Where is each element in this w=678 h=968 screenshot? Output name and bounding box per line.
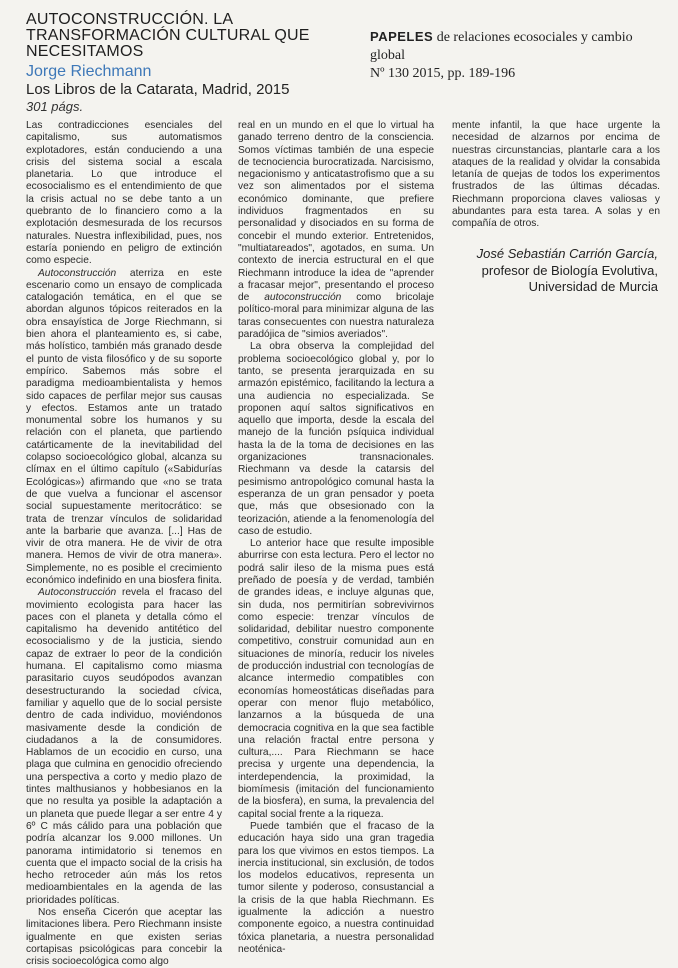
journal-subtitle: de relaciones ecosociales y cambio global (370, 30, 633, 63)
paragraph-2-book-title: Autoconstrucción (38, 267, 117, 279)
journal-issue: Nº 130 2015, pp. 189-196 (370, 66, 516, 81)
text-column-3 (452, 120, 660, 231)
paragraph-1: Las contradicciones esenciales del capitalismo, sus automatismos explotadores, están conduciendo a una crisis del sistema social a escala planetaria. Lo que introduce el ecosocialismo es el entendimiento de que la crisis actual no se debe tanto a un quebranto de lo financiero como a la explotación desmesurada de los recursos naturales. Nuestra inflexibilidad, pues, nos estaría poniendo en peligro de extinción como especie. (26, 120, 222, 267)
reviewer-signature (452, 246, 658, 296)
book-pages: 301 págs. (26, 99, 84, 114)
journal-name (370, 28, 670, 65)
paragraph-2 (26, 268, 222, 588)
text-column-2 (238, 120, 434, 956)
paragraph-2-text: aterriza en este escenario como un ensayo de complicada catalogación temática, en el que se abordan algunos tópicos reiterados en la obra ensayística de Jorge Riechmann, si bien ahora el planteamiento es, si cabe, más holístico, también más granado desde el punto de vista filosófico y de su soporte empírico. Sabemos más sobre el paradigma medioambientalista y hemos sido capaces de perfilar mejor sus causas y efectos. Estamos ante un tratado monumental sobre los humanos y su relación con el planeta, que partiendo catárticamente de la inevitabilidad del colapso socioecológico global, alcanza su clímax en el último capítulo («Sabidurías Ecológicas») afirmando que «no se trata de que vuelva a funcionar el ascensor social supuestamente meritocrático: se trata de trenzar vínculos de solidaridad ante la barbarie que avanza. [...] Has de vivir de otra manera. He de vivir de otra manera. Hemos de vivir de otra manera». Simplemente, no es posible el crecimiento económico indefinido en una biosfera finita. (26, 267, 222, 586)
reviewer-affiliation: Universidad de Murcia (528, 279, 658, 294)
reviewer-role: profesor de Biología Evolutiva, (481, 262, 658, 278)
text-column-1 (26, 120, 222, 968)
paragraph-4-cont: real en un mundo en el que lo virtual ha ganado terreno dentro de la consciencia. Somos víctimas también de una especie de tecnociencia burocratizada. Narcisismo, negacionismo y anticatastrofismo que a su vez son alimentados por el sistema económico dominante, que prefiere individuos fragmentados en su personalidad y disociados en su forma de concebir el mundo exterior. Entretenidos, "multiatareados", agotados, en suma. Un contexto de inercia estructural en el que Riechmann introduce la idea de "aprender a fracasar mejor", presentando el proceso de autoconstrucción como bricolaje político-moral para minimizar alguna de las taras consecuentes con nuestra naturaleza paradójica de "simios averiados". (238, 120, 434, 341)
paragraph-3-book-title: Autoconstrucción (38, 587, 117, 599)
journal-header (370, 28, 670, 83)
reviewer-name: José Sebastián Carrión García, (476, 246, 658, 261)
paragraph-4-start: Nos enseña Cicerón que aceptar las limitaciones libera. Pero Riechmann insiste igualmente en que existen serias cortapisas psicológicas para concebir la crisis socioecológica como algo (26, 907, 222, 968)
book-author: Jorge Riechmann (26, 63, 152, 80)
paragraph-3-text: revela el fracaso del movimiento ecologista para hacer las paces con el planeta y detalla cómo el capitalismo ha devenido antitético del ecosocialismo y de la justicia, siendo capaz de extraer lo peor de la condición humana. El capitalismo como miasma parasitario cuyos seudópodos avanzan desestructurando la sociedad cívica, familiar y aquello que de lo social persiste dentro de cada individuo, moviéndonos masivamente desde la condición de ciudadanos a la de consumidores. Hablamos de un ecocidio en curso, una plaga que culmina en genocidio ofreciendo una perspectiva a corto y medio plazo de tintes malthusianos y hobbesianos en la que no resulta ya posible la adaptación a un planeta que puede llegar a ser entre 4 y 6º C más cálido para una población que podría alcanzar los 9.000 millones. Un panorama intimidatorio si tenemos en cuenta que el impacto social de la crisis ha hecho retroceder aún más los retos medioambientales en la agenda de las prioridades políticas. (26, 587, 222, 906)
paragraph-5: La obra observa la complejidad del problema socioecológico global y, por lo tanto, se presenta jerarquizada en su armazón epistémico, facilitando la lectura a una audiencia no especializada. Se proponen aquí saltos significativos en aquello que importa, desde la escala del manejo de la función psíquica individual hasta la de la toma de decisiones en las organizaciones transnacionales. Riechmann va desde la catarsis del pesimismo antropológico comunal hasta la esperanza de un gran pensador y poeta que, más que obsesionado con la teorización, atiende a la fenomenología del caso de estudio. (238, 341, 434, 537)
paragraph-7-cont: mente infantil, la que hace urgente la necesidad de alzarnos por encima de nuestras circunstancias, plantarle cara a los ataques de la realidad y olvidar la consabida letanía de quejas de todos los experimentos frustrados de las últimas décadas. Riechmann proporciona claves valiosas y abundantes para esta tarea. A solas y en compañía de otros. (452, 120, 660, 230)
paragraph-6: Lo anterior hace que resulte imposible aburrirse con esta lectura. Pero el lector no podrá salir ileso de la misma pues está preñado de poesía y de verdad, también de grandes ideas, e incluye algunas que, sin duda, nos permitirían sobrevivirnos como especie: trenzar vínculos de solidaridad, debilitar nuestro componente competitivo, construir comunidad aun en situaciones de minoría, reducir los niveles de producción industrial con tecnologías de alcance intermedio compatibles con economías homeostáticas diseñadas para operar con menor flujo metabólico, lanzarnos a la búsqueda de una democracia cognitiva en la que sea factible una relación fractal entre persona y cultura,.... Para Riechmann se hace precisa y urgente una dependencia, la interdependencia, la proximidad, la biomímesis (imitación del funcionamiento de la biosfera), en suma, la prevalencia del capital social frente a la riqueza. (238, 538, 434, 820)
paragraph-3 (26, 587, 222, 907)
paragraph-4-end: como bricolaje político-moral para minimizar alguna de las taras consecuentes con nuestra naturaleza paradójica de "simios averiados". (238, 292, 434, 341)
book-title: AUTOCONSTRUCCIÓN. LA TRANSFORMACIÓN CULTURAL QUE NECESITAMOS (26, 11, 310, 60)
paragraph-7: Puede también que el fracaso de la educación haya sido una gran tragedia para los que vivimos en estos tiempos. La inercia institucional, sin exclusión, de todos los modelos educativos, representa un tumor silente y poderoso, consustancial a la crisis de la que habla Riechmann. Es igualmente la adicción a nuestro componente egoico, a nuestra continuidad tóxica planetaria, a nuestra personalidad neoténica- (238, 820, 434, 955)
journal-brand: PAPELES (370, 29, 434, 44)
book-publisher: Los Libros de la Catarata, Madrid, 2015 (26, 81, 290, 98)
paragraph-4-book-title: autoconstrucción (264, 292, 342, 304)
